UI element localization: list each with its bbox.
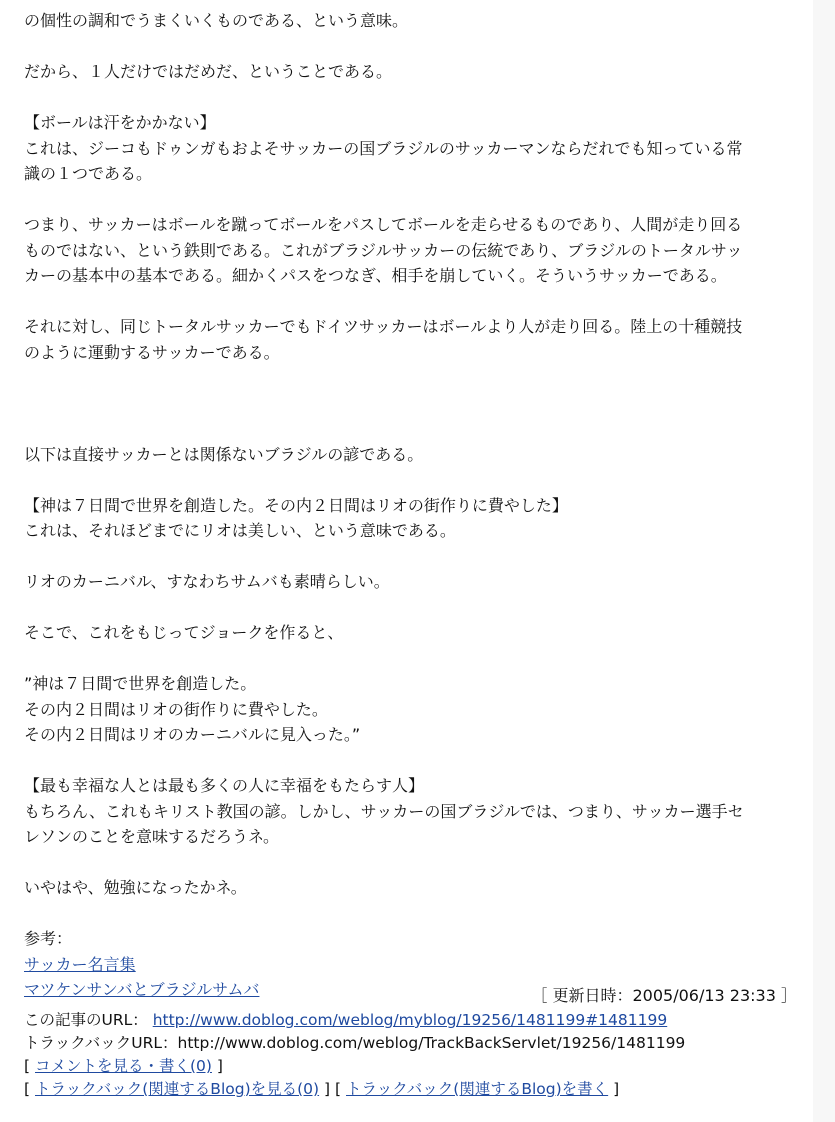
article-line: もちろん、これもキリスト教国の諺。しかし、サッカーの国ブラジルでは、つまり、サッカー選手セ (24, 801, 744, 821)
trackback-url-value: http://www.doblog.com/weblog/TrackBackServlet/19256/1481199 (177, 1034, 686, 1052)
updated-timestamp: ［ 更新日時：2005/06/13 23:33 ］ (531, 986, 797, 1005)
blank-line (24, 34, 794, 60)
article-line: つまり、サッカーはボールを蹴ってボールをパスしてボールを走らせるものであり、人間が走り回る (24, 215, 743, 234)
article-line: ものではない、という鉄則である。これがブラジルサッカーの伝統であり、ブラジルのトータルサッ (24, 240, 743, 260)
article-line: リオのカーニバル、すなわちサムバも素晴らしい。 (24, 572, 390, 591)
blank-line (24, 467, 794, 493)
bracket-close: ] (216, 1057, 223, 1075)
article-line: いやはや、勉強になったかネ。 (24, 878, 247, 897)
article-line: カーの基本中の基本である。細かくパスをつなぎ、相手を崩していく。そういうサッカーである。 (24, 266, 727, 285)
article-line: その内２日間はリオの街作りに費やした。 (24, 699, 328, 719)
article-line: だから、１人だけではだめだ、ということである。 (24, 62, 393, 81)
comments-link[interactable]: コメントを見る・書く(0) (35, 1057, 212, 1075)
blank-line (24, 391, 794, 417)
article-line: これは、それほどまでにリオは美しい、という意味である。 (24, 521, 456, 540)
article-line: 以下は直接サッカーとは関係ないブラジルの諺である。 (24, 444, 424, 464)
article-line: のように運動するサッカーである。 (24, 342, 280, 362)
blank-line (24, 595, 794, 621)
blank-line (24, 850, 794, 876)
blank-line (24, 85, 794, 111)
trackback-view-link[interactable]: トラックバック(関連するBlog)を見る(0) (35, 1080, 320, 1098)
blank-line (24, 901, 794, 927)
bracket-open: [ (335, 1080, 342, 1098)
article-line: それに対し、同じトータルサッカーでもドイツサッカーはボールより人が走り回る。陸上の十種競技 (24, 317, 743, 336)
blank-line (24, 544, 794, 570)
references-label: 参考： (24, 929, 73, 948)
reference-link-matsuken-samba[interactable]: マツケンサンバとブラジルサムバ (24, 980, 260, 999)
article-url-label: この記事のURL： (24, 1011, 148, 1029)
bracket-open: [ (24, 1080, 31, 1098)
article-footer (24, 1009, 804, 1101)
reference-link-soccer-quotes[interactable]: サッカー名言集 (24, 954, 136, 974)
article-line: の個性の調和でうまくいくものである、という意味。 (24, 11, 409, 30)
article-line: 識の１つである。 (24, 164, 153, 183)
article-url-link[interactable]: http://www.doblog.com/weblog/myblog/19256/1481199#1481199 (152, 1011, 668, 1029)
scrollbar-track[interactable] (813, 0, 835, 1122)
section-heading: 【ボールは汗をかかない】 (24, 113, 216, 132)
blank-line (24, 187, 794, 213)
bracket-close: ] (324, 1080, 331, 1098)
article-body (24, 8, 794, 1003)
bracket-open: [ (24, 1057, 31, 1075)
blank-line (24, 646, 794, 672)
article-line: ”神は７日間で世界を創造した。 (24, 674, 257, 693)
section-heading: 【神は７日間で世界を創造した。その内２日間はリオの街作りに費やした】 (24, 495, 568, 515)
blank-line (24, 289, 794, 315)
article-line: レソンのことを意味するだろうネ。 (24, 827, 280, 846)
article-line: これは、ジーコもドゥンガもおよそサッカーの国ブラジルのサッカーマンならだれでも知っている常 (24, 138, 743, 158)
section-heading: 【最も幸福な人とは最も多くの人に幸福をもたらす人】 (24, 776, 425, 795)
blank-line (24, 365, 794, 391)
trackback-write-link[interactable]: トラックバック(関連するBlog)を書く (346, 1080, 609, 1098)
blank-line (24, 416, 794, 442)
bracket-close: ] (613, 1080, 620, 1098)
blank-line (24, 748, 794, 774)
article-line: その内２日間はリオのカーニバルに見入った。” (24, 725, 361, 744)
trackback-url-label: トラックバックURL： (24, 1034, 178, 1052)
article-line: そこで、これをもじってジョークを作ると、 (24, 623, 344, 642)
